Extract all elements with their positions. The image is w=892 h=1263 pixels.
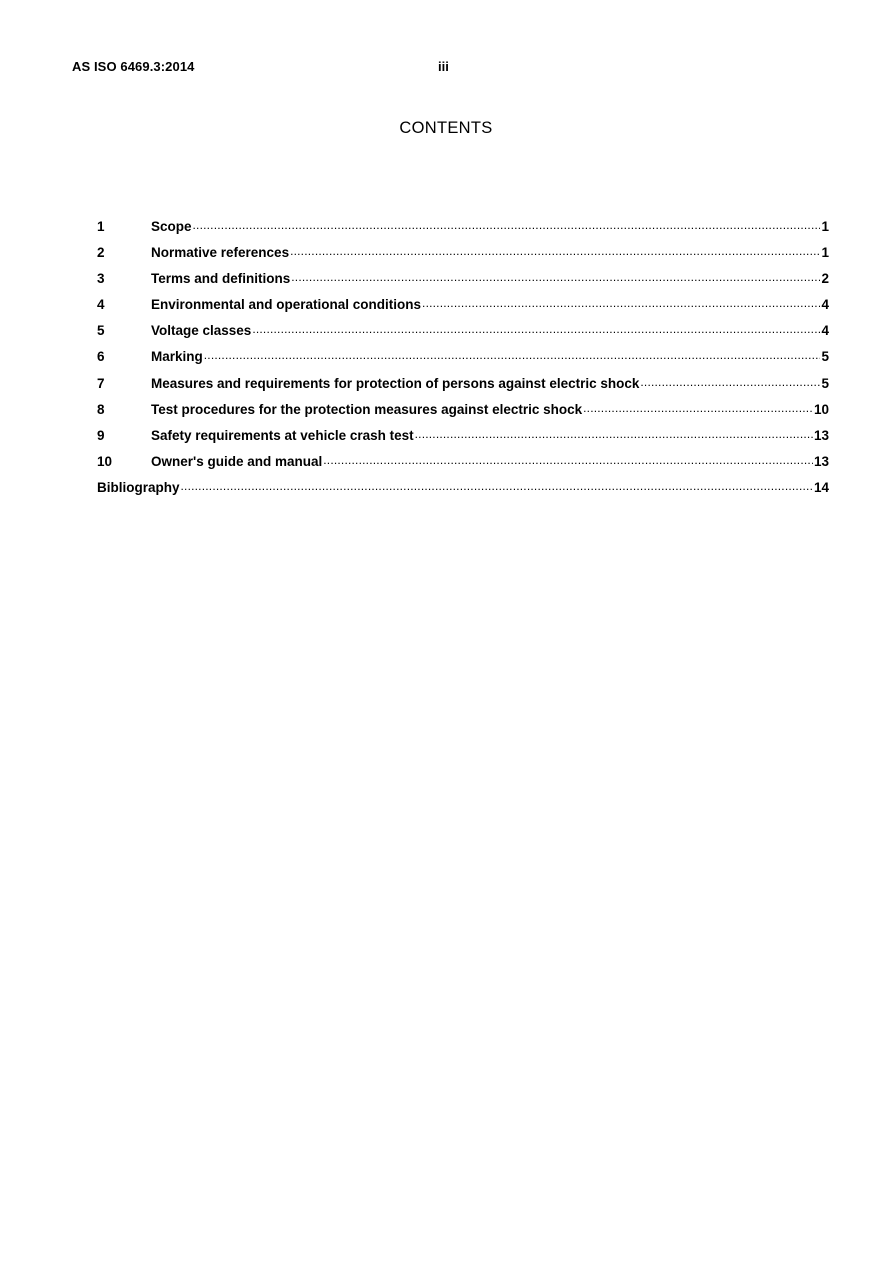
toc-entry-page: 5 — [821, 375, 829, 391]
toc-entry-normative-references[interactable] — [97, 243, 829, 269]
toc-entry-number: 4 — [97, 297, 105, 313]
toc-entry-environmental-conditions[interactable] — [97, 296, 829, 322]
toc-dot-leader — [583, 400, 813, 414]
toc-entry-terms-and-definitions[interactable] — [97, 269, 829, 295]
toc-entry-page: 13 — [813, 428, 829, 443]
toc-entry-protection-measures[interactable] — [97, 374, 829, 400]
toc-dot-leader — [323, 453, 813, 467]
toc-entry-title: Safety requirements at vehicle crash test — [151, 428, 414, 443]
toc-entry-page: 13 — [813, 454, 829, 470]
toc-entry-voltage-classes[interactable] — [97, 322, 829, 348]
toc-entry-page: 4 — [821, 323, 829, 339]
toc-entry-marking[interactable] — [97, 348, 829, 374]
toc-entry-number: 2 — [97, 244, 105, 260]
toc-entry-title: Owner's guide and manual — [151, 454, 323, 470]
toc-entry-title: Voltage classes — [151, 323, 252, 339]
toc-entry-number: 7 — [97, 375, 105, 391]
toc-dot-leader — [415, 427, 813, 441]
toc-entry-crash-test-safety[interactable] — [97, 427, 829, 453]
toc-entry-number: 9 — [97, 428, 105, 443]
toc-entry-title: Environmental and operational conditions — [151, 297, 422, 313]
toc-entry-scope[interactable] — [97, 217, 829, 243]
toc-dot-leader — [193, 217, 821, 231]
toc-entry-bibliography[interactable] — [97, 479, 829, 505]
toc-dot-leader — [291, 269, 820, 283]
toc-entry-page: 1 — [821, 218, 829, 234]
toc-entry-title: Scope — [151, 218, 192, 234]
toc-entry-number: 1 — [97, 218, 105, 234]
toc-dot-leader — [640, 374, 820, 388]
standard-identifier: AS ISO 6469.3:2014 — [72, 59, 195, 74]
toc-entry-owners-guide[interactable] — [97, 453, 829, 479]
toc-entry-test-procedures[interactable] — [97, 400, 829, 426]
table-of-contents — [97, 217, 829, 505]
toc-entry-number: 10 — [97, 454, 113, 470]
toc-dot-leader — [252, 322, 820, 336]
toc-entry-page: 4 — [821, 297, 829, 313]
toc-entry-page: 10 — [813, 401, 829, 417]
toc-entry-title: Bibliography — [97, 480, 180, 496]
toc-entry-number: 3 — [97, 270, 105, 286]
toc-entry-title: Normative references — [151, 244, 290, 260]
toc-entry-title: Test procedures for the protection measures against electric shock — [151, 401, 583, 417]
toc-entry-number: 8 — [97, 401, 105, 417]
toc-entry-page: 5 — [821, 349, 829, 365]
toc-dot-leader — [422, 296, 820, 310]
toc-entry-page: 2 — [821, 270, 829, 286]
toc-dot-leader — [290, 243, 820, 257]
toc-dot-leader — [181, 479, 813, 493]
toc-entry-number: 6 — [97, 349, 105, 365]
toc-entry-title: Measures and requirements for protection of persons against electric shock — [151, 375, 640, 391]
toc-entry-page: 1 — [821, 244, 829, 260]
toc-entry-title: Terms and definitions — [151, 270, 291, 286]
toc-entry-page: 14 — [813, 480, 829, 496]
toc-entry-title: Marking — [151, 349, 203, 365]
page-number: iii — [438, 59, 449, 74]
toc-entry-number: 5 — [97, 323, 105, 339]
contents-heading: CONTENTS — [399, 119, 493, 137]
toc-dot-leader — [204, 348, 821, 362]
